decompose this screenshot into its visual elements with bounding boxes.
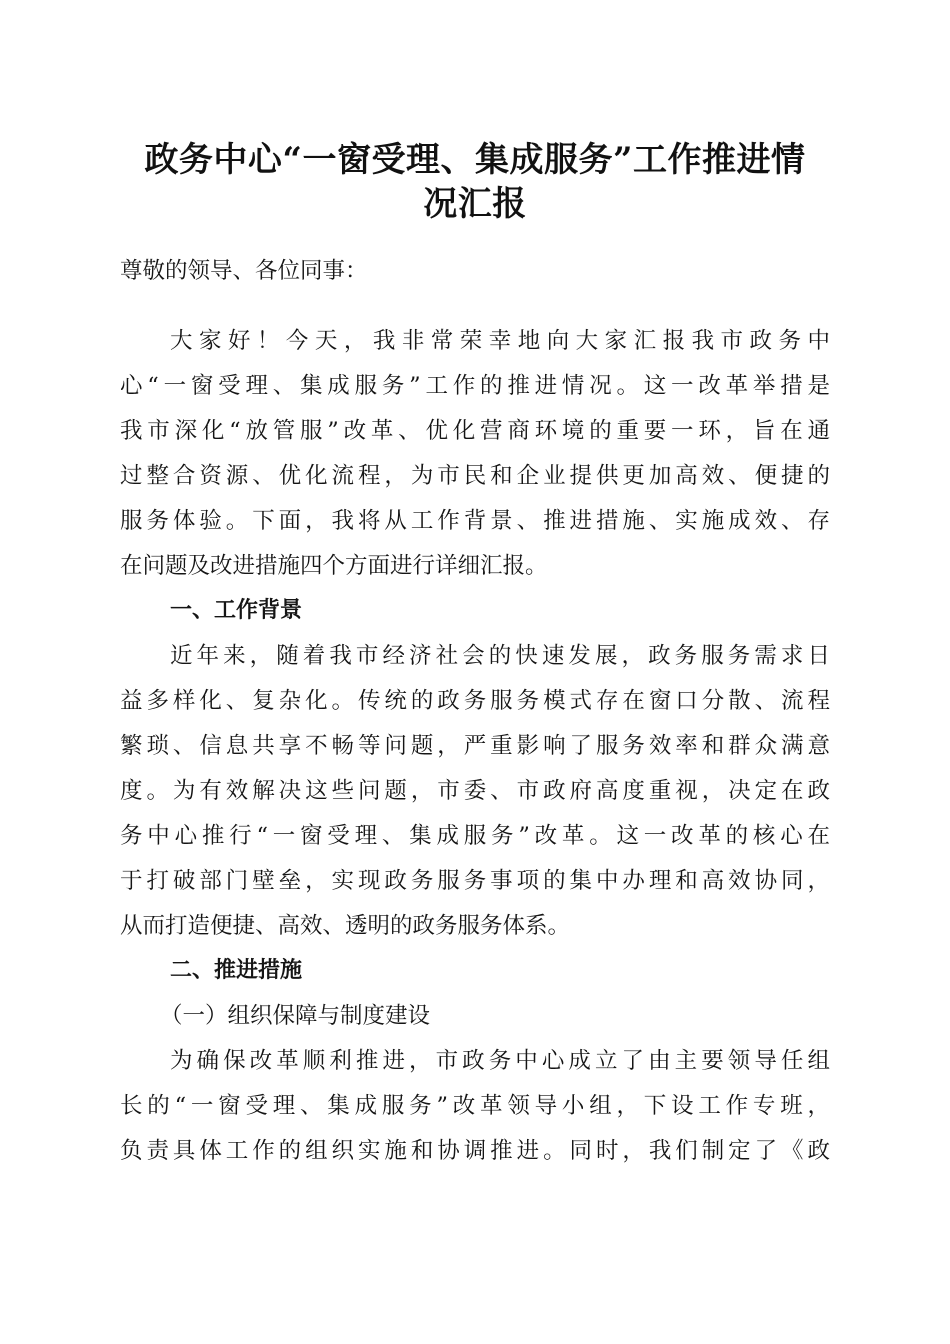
- intro-line: 我市深化“放管服”改革、优化营商环境的重要一环，旨在通: [120, 418, 830, 444]
- background-line: 度。为有效解决这些问题，市委、市政府高度重视，决定在政: [120, 778, 830, 804]
- document-title-line-2: 况汇报: [423, 184, 527, 224]
- background-line: 务中心推行“一窗受理、集成服务”改革。这一改革的核心在: [120, 823, 830, 849]
- subsection-heading-organization: （一）组织保障与制度建设: [160, 1003, 431, 1029]
- background-line: 从而打造便捷、高效、透明的政务服务体系。: [120, 913, 571, 939]
- document-title-line-1: 政务中心“一窗受理、集成服务”工作推进情: [144, 140, 806, 180]
- intro-line: 服务体验。下面，我将从工作背景、推进措施、实施成效、存: [120, 508, 830, 534]
- intro-line: 在问题及改进措施四个方面进行详细汇报。: [120, 553, 548, 579]
- background-line: 繁琐、信息共享不畅等问题，严重影响了服务效率和群众满意: [120, 733, 830, 759]
- intro-line: 心“一窗受理、集成服务”工作的推进情况。这一改革举措是: [120, 373, 830, 399]
- salutation: 尊敬的领导、各位同事：: [120, 258, 368, 284]
- measures-line: 为确保改革顺利推进，市政务中心成立了由主要领导任组: [170, 1048, 830, 1074]
- intro-line: 过整合资源、优化流程，为市民和企业提供更加高效、便捷的: [120, 463, 830, 489]
- measures-line: 负责具体工作的组织实施和协调推进。同时，我们制定了《政: [120, 1138, 830, 1164]
- measures-line: 长的“一窗受理、集成服务”改革领导小组，下设工作专班，: [120, 1093, 830, 1119]
- background-line: 近年来，随着我市经济社会的快速发展，政务服务需求日: [170, 643, 830, 669]
- background-line: 益多样化、复杂化。传统的政务服务模式存在窗口分散、流程: [120, 688, 830, 714]
- intro-line: 大家好！今天，我非常荣幸地向大家汇报我市政务中: [170, 328, 830, 354]
- section-heading-background: 一、工作背景: [170, 598, 303, 623]
- section-heading-measures: 二、推进措施: [170, 958, 303, 983]
- background-line: 于打破部门壁垒，实现政务服务事项的集中办理和高效协同，: [120, 868, 830, 894]
